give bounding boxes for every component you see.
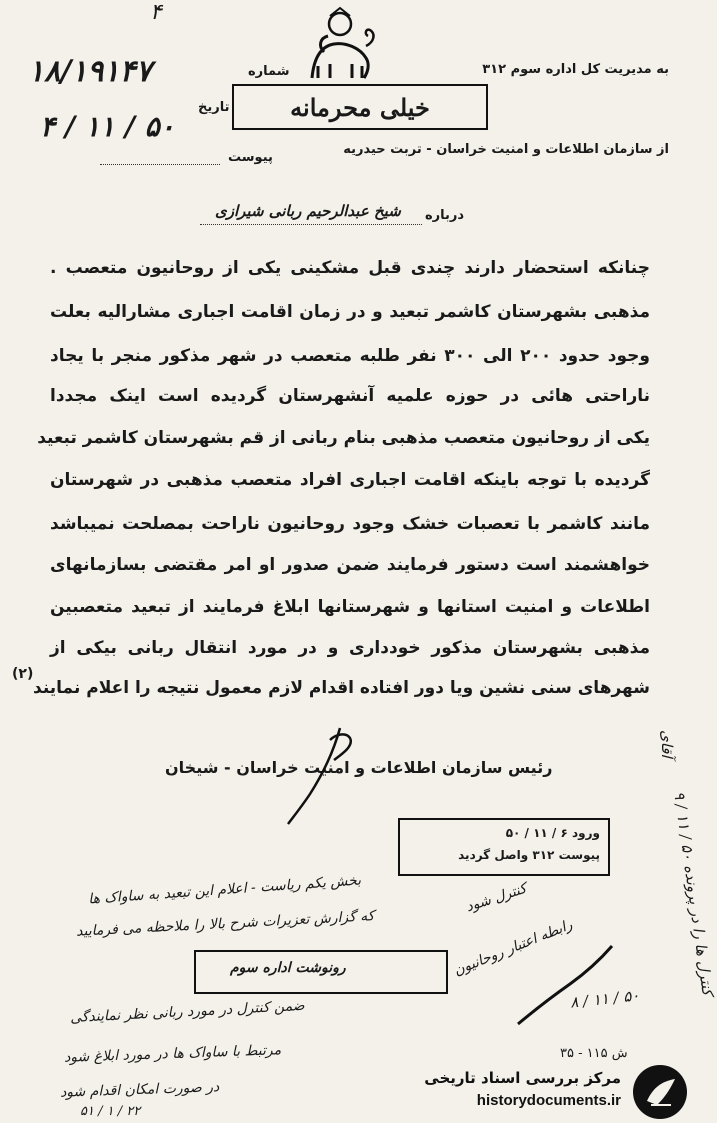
attachment-underline — [100, 164, 220, 165]
watermark-title: مرکز بررسی اسناد تاریخی — [424, 1069, 621, 1087]
body-line-2: مذهبی بشهرستان کاشمر تبعید و در زمان اقامت اجباری مشارالیه بعلت — [50, 302, 650, 322]
footnote-mark: (۲) — [12, 666, 34, 682]
signature-title: رئیس سازمان اطلاعات و امنیت خراسان - شیخان — [165, 758, 553, 777]
handwritten-note-date2: ۵۱ / ۱ / ۲۲ — [80, 1104, 141, 1119]
recipient-line: به مدیریت کل اداره سوم ۳۱۲ — [482, 62, 669, 77]
handwritten-note-2: که گزارش تعزیرات شرح بالا را ملاحظه می فرمایید — [75, 908, 375, 940]
handwritten-note-date: ۸ / ۱۱ / ۵۰ — [569, 986, 641, 1012]
check-mark-icon — [500, 928, 630, 1038]
subject-value: شیخ عبدالرحیم ربانی شیرازی — [215, 202, 401, 220]
watermark — [401, 1065, 691, 1117]
number-label: شماره — [248, 64, 290, 79]
handwritten-note-1: بخش یکم ریاست - اعلام این تبعید به ساواک ها — [87, 872, 362, 908]
lion-and-sun-emblem-icon — [300, 6, 380, 88]
margin-note-2: کنترل ها را در پرونده ۵۰ / ۱۱ / ۹ — [670, 790, 717, 997]
body-line-4: ناراحتی هائی در حوزه علمیه آنشهرستان گردیده است اینک مجددا — [50, 386, 650, 406]
page-number-mark: ۴ — [150, 0, 162, 25]
subject-underline — [200, 224, 422, 225]
watermark-url: historydocuments.ir — [476, 1092, 621, 1109]
handwritten-note-5: ضمن کنترل در مورد ربانی نظر نمایندگی — [69, 997, 305, 1027]
date-label: تاریخ — [198, 100, 230, 115]
number-value: ۱۸/۱۹۱۴۷ — [28, 54, 152, 89]
handwritten-note-ref: ۳۵ - ۱۱۵ ش — [560, 1046, 628, 1061]
from-line: از سازمان اطلاعات و امنیت خراسان - تربت حیدریه — [343, 142, 669, 157]
body-line-3: وجود حدود ۲۰۰ الی ۳۰۰ نفر طلبه متعصب در شهر مذکور منجر با یجاد — [50, 346, 651, 366]
archive-logo-icon — [633, 1065, 687, 1119]
margin-note-1: آقای — [658, 730, 676, 758]
body-line-1: چنانکه استحضار دارند چندی قبل مشکینی یکی از روحانیون متعصب . — [50, 258, 650, 278]
body-line-7: مانند کاشمر با تعصبات خشک وجود روحانیون ناراحت بمصلحت نمیباشد — [50, 514, 650, 534]
received-stamp-line1: ورود ۶ / ۱۱ / ۵۰ — [505, 826, 600, 840]
body-line-6: گردیده با توجه باینکه اقامت اجباری افراد متعصب مذهبی در شهرستان — [50, 470, 650, 490]
subject-label: درباره — [425, 208, 465, 223]
body-line-9: اطلاعات و امنیت استانها و شهرستانها ابلاغ فرمایند از تبعید متعصبین — [50, 597, 650, 617]
attachment-label: پیوست — [228, 150, 273, 165]
handwritten-note-6: مرتبط با ساواک ها در مورد ابلاغ شود — [63, 1042, 282, 1066]
date-value: ۴ / ۱۱ / ۵۰ — [40, 110, 175, 143]
received-stamp — [398, 818, 610, 876]
body-line-5: یکی از روحانیون متعصب مذهبی بنام ربانی از قم بشهرستان کاشمر تبعید — [37, 428, 650, 448]
received-stamp-line2: پیوست ۳۱۲ واصل گردید — [458, 848, 600, 862]
signature-scribble-icon — [280, 720, 370, 830]
body-line-11: شهرهای سنی نشین ویا دور افتاده اقدام لازم معمول نتیجه را اعلام نمایند — [33, 678, 650, 698]
body-line-8: خواهشمند است دستور فرمایند ضمن صدور او امر مقتضی بسازمانهای — [50, 555, 650, 575]
classification-text: خیلی محرمانه — [290, 92, 430, 122]
lower-stamp-text: رونوشت اداره سوم — [230, 960, 346, 976]
handwritten-note-3: کنترل شود — [464, 880, 529, 916]
classification-stamp — [232, 84, 488, 130]
handwritten-note-7: در صورت امکان اقدام شود — [59, 1079, 220, 1101]
body-line-10: مذهبی بشهرستان مذکور خودداری و در مورد انتقال ربانی بیکی از — [50, 638, 650, 658]
handwritten-note-4: رابطه اعتبار روحانیون — [451, 916, 575, 980]
